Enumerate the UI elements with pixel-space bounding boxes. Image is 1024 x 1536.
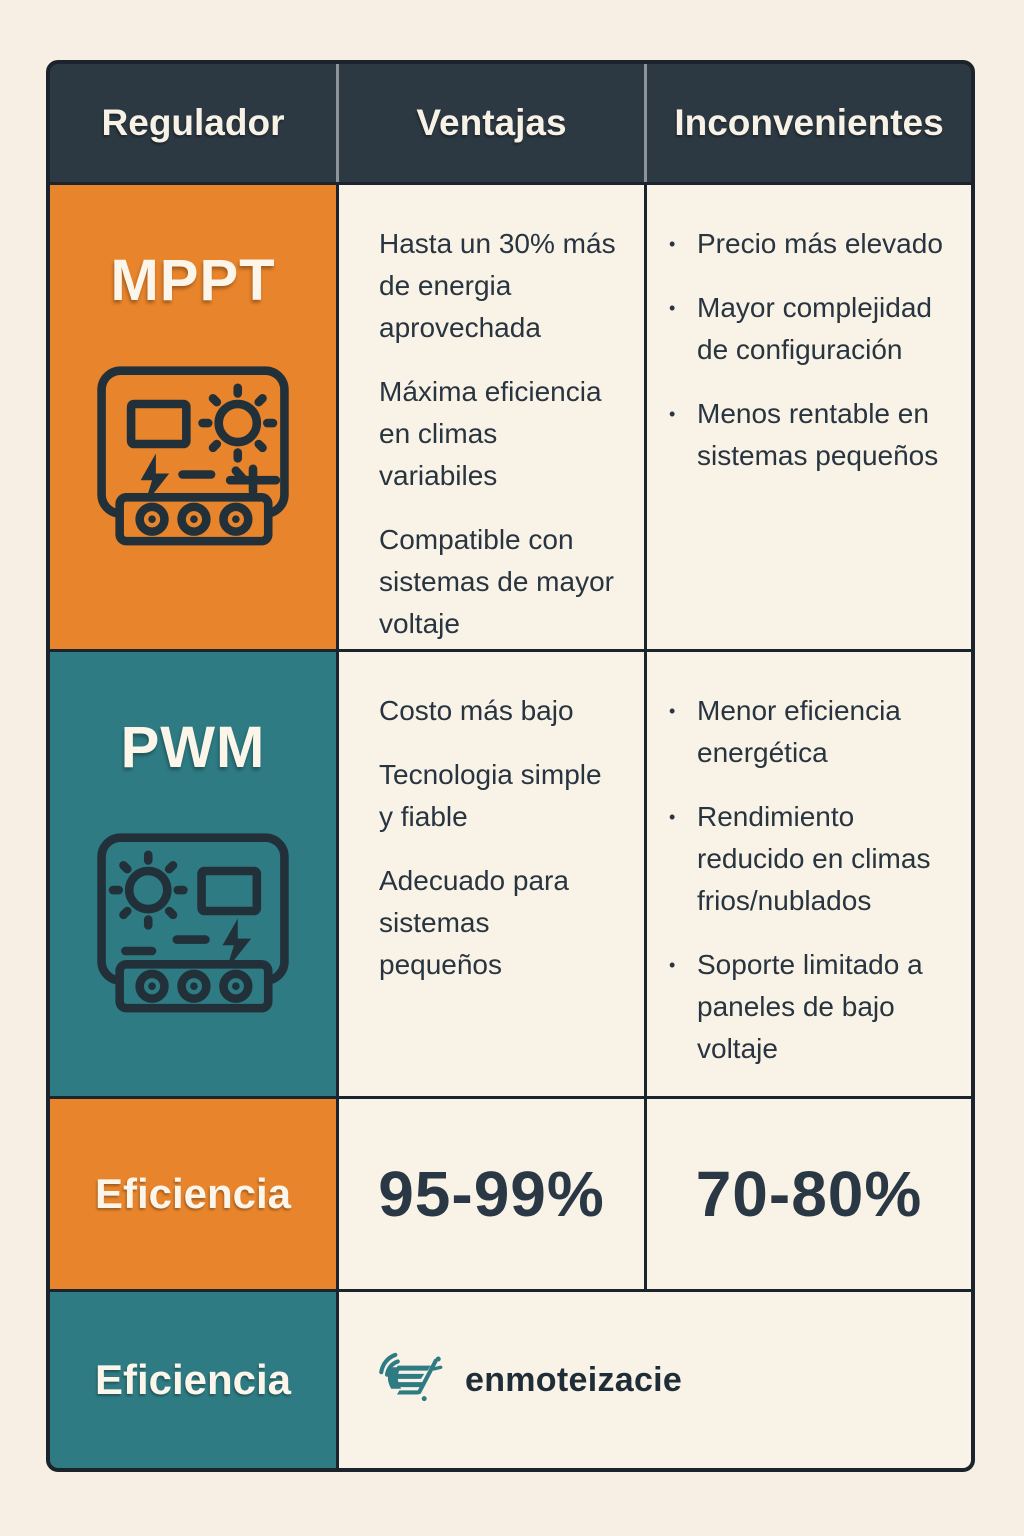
efficiency-value-mppt [339,1099,644,1289]
ventaja-item: Hasta un 30% más de energia aprovechada [379,228,616,343]
inconveniente-text: Rendimiento reducido en climas frios/nublados [697,801,931,916]
inconveniente-text: Menos rentable en sistemas pequeños [697,398,939,471]
bullet-dot: • [669,701,676,721]
charge-controller-icon [93,829,293,1018]
type-cell-pwm [50,652,336,1096]
footer-brand-cell [339,1292,971,1468]
bullet-dot: • [669,404,676,424]
efficiency-value-pwm [647,1099,971,1289]
inconveniente-item [669,944,945,1070]
header-cell-inconvenientes [647,64,971,182]
efficiency-value: 70-80% [695,1158,923,1230]
inconvenientes-list [669,690,945,1070]
ventaja-item: Costo más bajo [379,695,574,726]
ventaja-item: Máxima eficiencia en climas variabiles [379,376,602,491]
inconveniente-item [669,287,945,371]
efficiency-value: 95-99% [378,1158,605,1230]
header-cell-regulador [50,64,336,182]
mppt-ventajas-cell [339,185,644,649]
bullet-dot: • [669,234,676,254]
ventaja-item: Tecnologia simple y fiable [379,759,602,832]
comparison-table [46,60,975,1472]
brand-logo-icon [373,1347,449,1414]
inconvenientes-list [669,223,945,477]
mppt-inconvenientes-cell [647,185,971,649]
bullet-dot: • [669,807,676,827]
efficiency-label: Eficiencia [94,1170,292,1217]
bullet-dot: • [669,298,676,318]
inconveniente-item [669,796,945,922]
header-label: Regulador [101,102,285,143]
pwm-label: PWM [120,715,266,780]
header-label: Inconvenientes [674,102,944,143]
inconveniente-item [669,223,945,265]
inconveniente-item [669,393,945,477]
inconveniente-text: Soporte limitado a paneles de bajo voltaje [697,949,923,1064]
ventaja-item: Compatible con sistemas de mayor voltaje [379,524,614,639]
charge-controller-icon [93,362,293,551]
footer-label-cell [50,1292,336,1468]
efficiency-label-cell [50,1099,336,1289]
ventaja-item: Adecuado para sistemas pequeños [379,865,569,980]
header-cell-ventajas [339,64,644,182]
brand-name: enmoteizacie [465,1360,683,1399]
pwm-inconvenientes-cell [647,652,971,1096]
inconveniente-text: Mayor complejidad de configuración [697,292,932,365]
inconveniente-item [669,690,945,774]
bullet-dot: • [669,955,676,975]
header-label: Ventajas [416,102,567,143]
inconveniente-text: Precio más elevado [697,228,943,259]
pwm-ventajas-cell [339,652,644,1096]
mppt-label: MPPT [110,248,276,313]
footer-label: Eficiencia [94,1356,292,1403]
type-cell-mppt [50,185,336,649]
inconveniente-text: Menor eficiencia energética [697,695,901,768]
